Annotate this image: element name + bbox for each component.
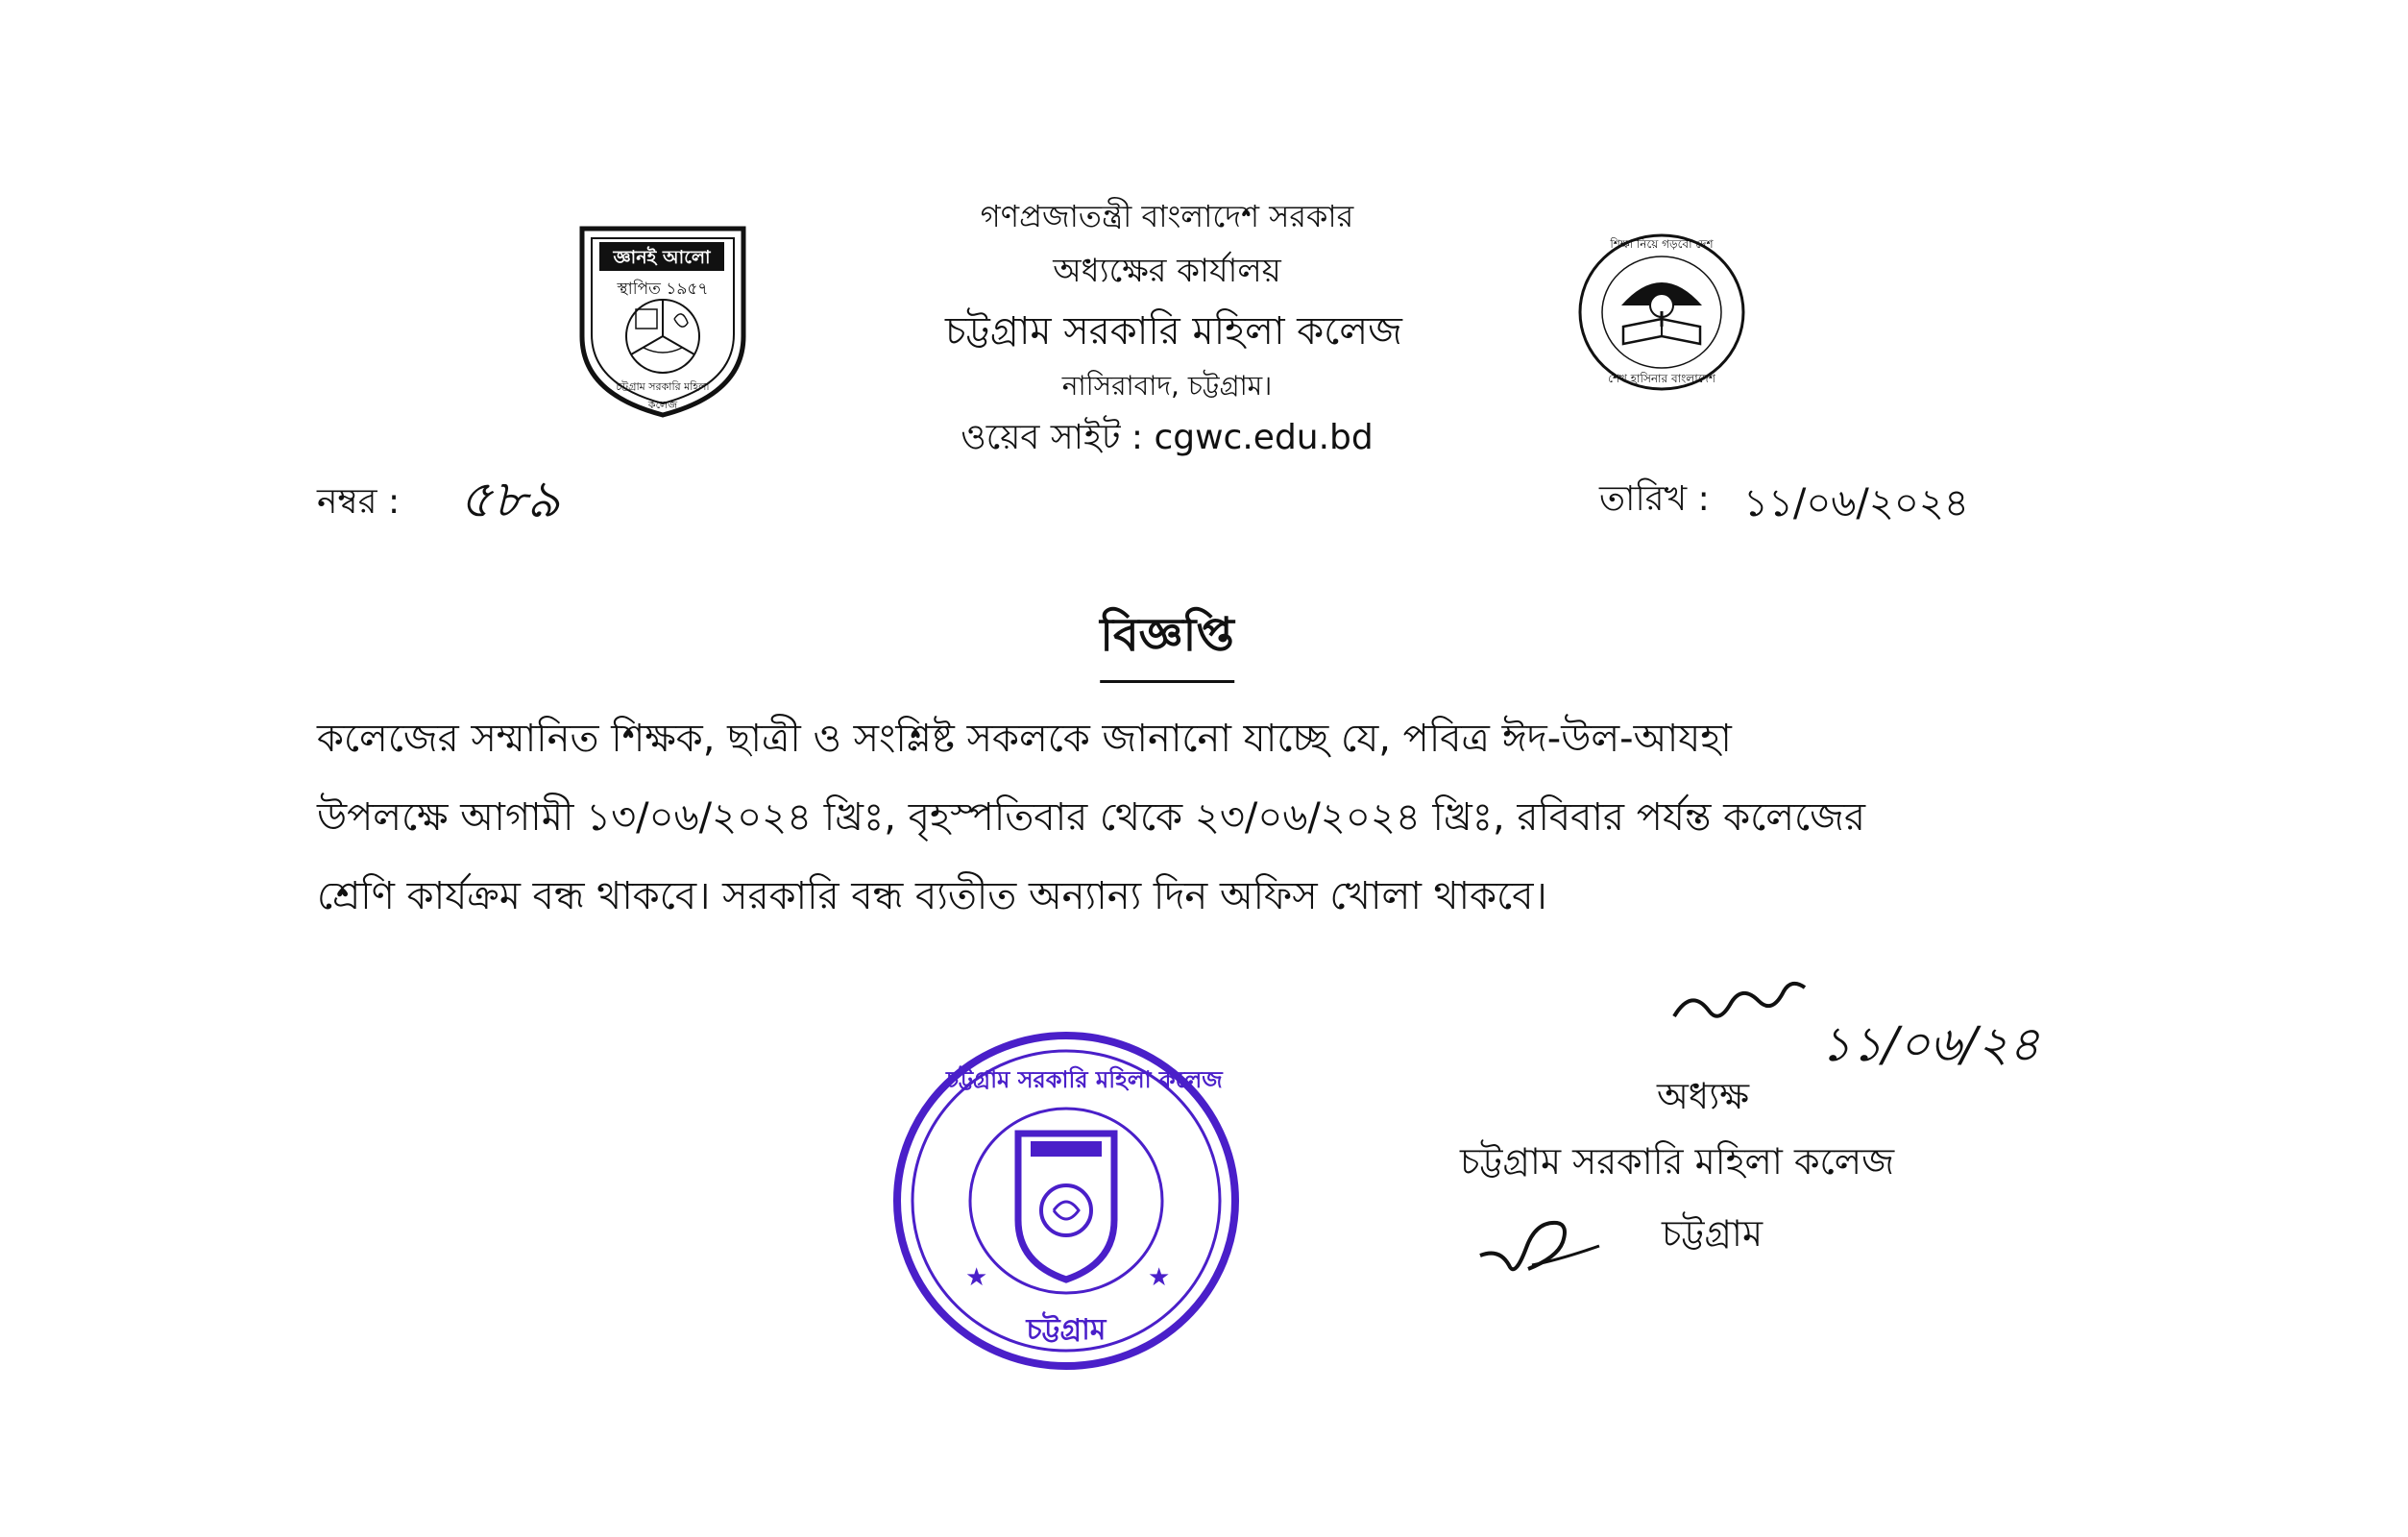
signature-date: ১১/০৬/২৪ — [1820, 1016, 2040, 1072]
emblem-ring-bottom-text: শেখ হাসিনার বাংলাদেশ — [1608, 372, 1715, 385]
college-seal — [888, 1028, 1244, 1374]
notice-line: উপলক্ষে আগামী ১৩/০৬/২০২৪ খ্রিঃ, বৃহস্পতিবার থেকে ২৩/০৬/২০২৪ খ্রিঃ, রবিবার পর্যন্ত কলেজের — [317, 795, 1865, 840]
college-address: নাসিরাবাদ, চট্টগ্রাম। — [1061, 370, 1273, 402]
seal-bottom-text: চট্টগ্রাম — [1026, 1313, 1107, 1347]
college-website: ওয়েব সাইট : cgwc.edu.bd — [961, 418, 1374, 457]
govt-title: গণপ্রজাতন্ত্রী বাংলাদেশ সরকার — [980, 198, 1354, 234]
notice-body — [317, 699, 2017, 936]
signatory-college: চট্টগ্রাম সরকারি মহিলা কলেজ — [1460, 1140, 1895, 1183]
signatory-designation: অধ্যক্ষ — [1657, 1075, 1750, 1117]
memo-number-value: ৫৮৯ — [459, 469, 561, 529]
office-title: অধ্যক্ষের কার্যালয় — [1053, 252, 1281, 290]
initials-signature — [1474, 1196, 1628, 1292]
college-shield-logo — [576, 223, 749, 420]
svg-text:★: ★ — [1148, 1263, 1171, 1292]
logo-banner-text: জ্ঞানই আলো — [613, 247, 711, 268]
logo-established-text: স্থাপিত ১৯৫৭ — [617, 280, 709, 299]
memo-number-label: নম্বর : — [317, 482, 401, 522]
round-emblem-logo — [1575, 231, 1748, 394]
notice-title: বিজ্ঞপ্তি — [1100, 600, 1234, 683]
college-title: চট্টগ্রাম সরকারি মহিলা কলেজ — [945, 309, 1402, 354]
svg-text:★: ★ — [965, 1263, 988, 1292]
notice-line: শ্রেণি কার্যক্রম বন্ধ থাকবে। সরকারি বন্ধ ব্যতীত অন্যান্য দিন অফিস খোলা থাকবে। — [317, 874, 1547, 918]
logo-ring-text: চট্টগ্রাম সরকারি মহিলা কলেজ — [616, 380, 710, 411]
signatory-city: চট্টগ্রাম — [1662, 1212, 1763, 1255]
seal-ring-text: চট্টগ্রাম সরকারি মহিলা কলেজ — [946, 1066, 1223, 1093]
date-value: ১১/০৬/২০২৪ — [1743, 481, 1969, 525]
notice-line: কলেজের সম্মানিত শিক্ষক, ছাত্রী ও সংশ্লিষ্ট সকলকে জানানো যাচ্ছে যে, পবিত্র ঈদ-উল-আযহা — [317, 717, 1732, 761]
date-label: তারিখ : — [1599, 479, 1710, 519]
emblem-ring-top-text: শিক্ষা নিয়ে গড়বো দেশ — [1610, 237, 1714, 251]
